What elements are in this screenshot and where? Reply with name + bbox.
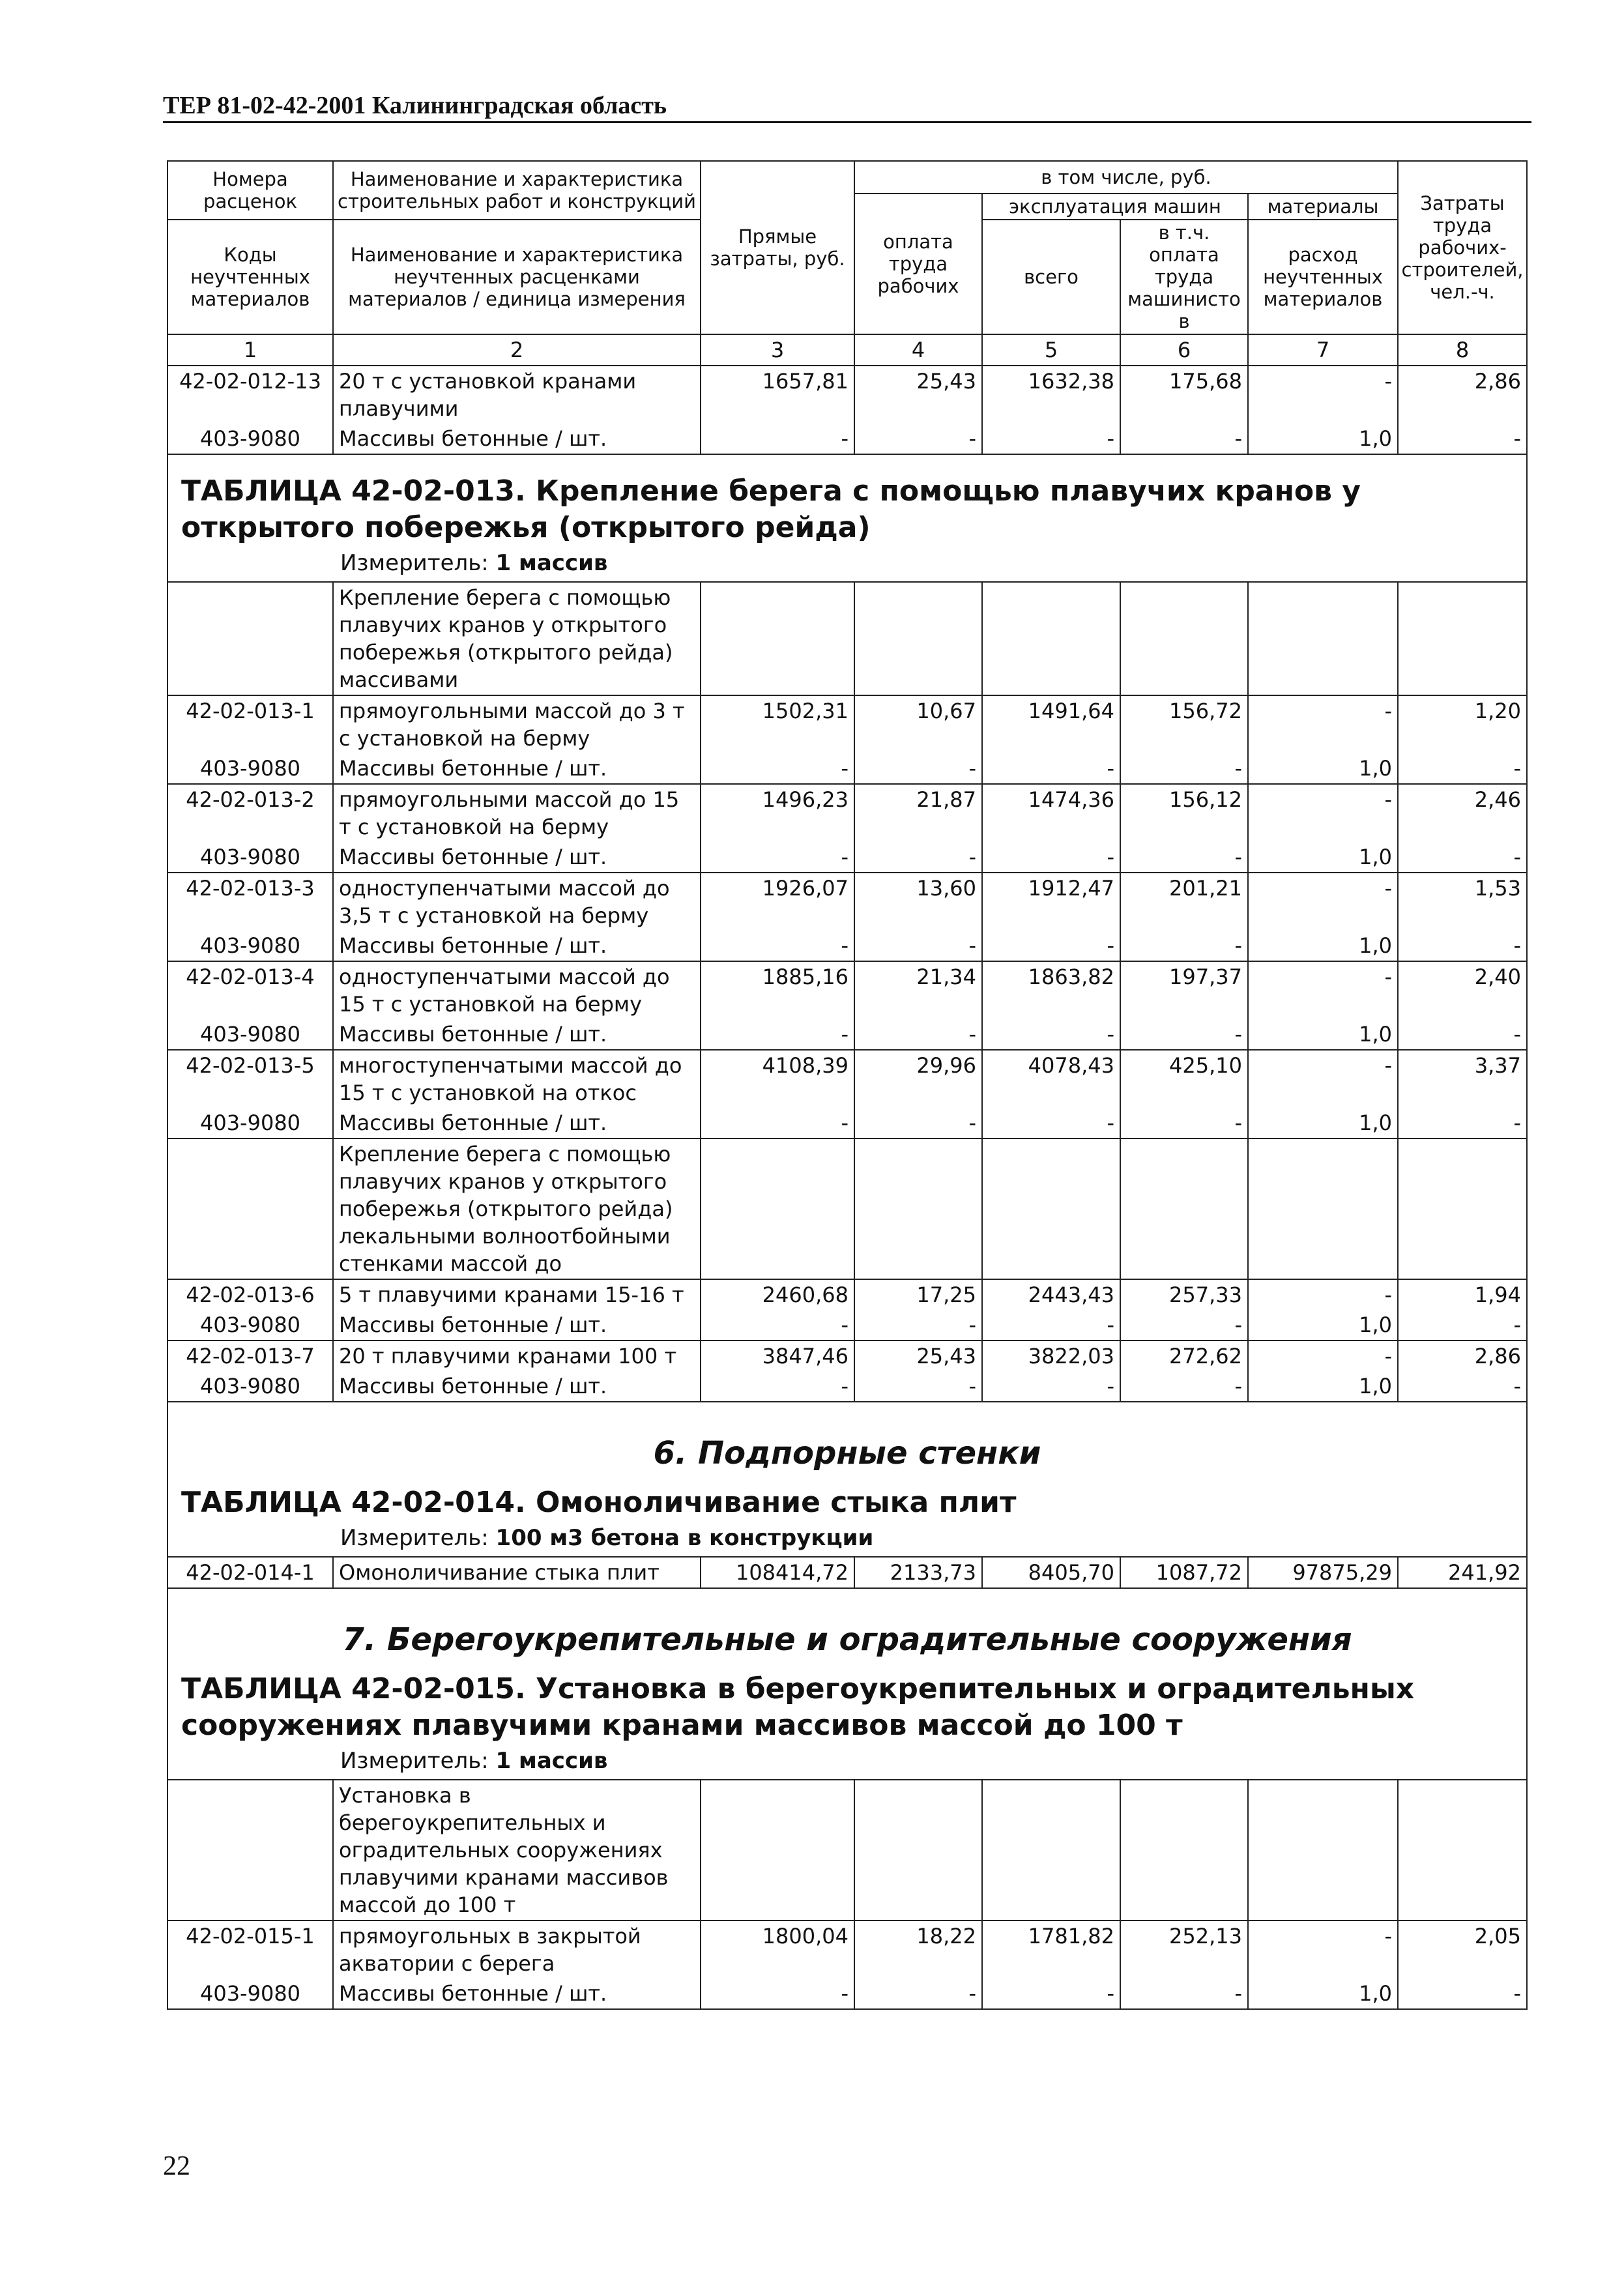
group-row bbox=[167, 1780, 1527, 1920]
materials-cell: 1,0 bbox=[1248, 753, 1398, 784]
workers-pay-cell: 25,43 bbox=[854, 366, 982, 424]
column-number: 2 bbox=[333, 334, 701, 366]
labor-cell: 2,05 bbox=[1398, 1920, 1527, 1978]
operators-pay-cell: 175,68 bbox=[1120, 366, 1248, 424]
table-015-title: ТАБЛИЦА 42-02-015. Установка в берегоукрепительных и оградительных сооружениях плавучими кранами массивов массой до 100 т bbox=[181, 1672, 1415, 1742]
code-cell: 403-9080 bbox=[167, 1978, 333, 2009]
rate-row bbox=[167, 1557, 1527, 1588]
code-cell: 403-9080 bbox=[167, 424, 333, 454]
machines-cell: - bbox=[982, 1371, 1120, 1402]
materials-cell: 1,0 bbox=[1248, 1019, 1398, 1050]
rate-row bbox=[167, 961, 1527, 1019]
labor-cell: - bbox=[1398, 1310, 1527, 1341]
workers-pay-cell: 29,96 bbox=[854, 1050, 982, 1108]
machines-cell: - bbox=[982, 1019, 1120, 1050]
section-7-header-cell bbox=[167, 1588, 1527, 1780]
rates-table bbox=[167, 160, 1528, 2010]
code-cell: 403-9080 bbox=[167, 1310, 333, 1341]
header-row bbox=[167, 161, 1527, 194]
machines-cell: 1781,82 bbox=[982, 1920, 1120, 1978]
labor-cell: - bbox=[1398, 1019, 1527, 1050]
hdr-direct-costs: Прямые затраты, руб. bbox=[701, 161, 854, 334]
operators-pay-cell: 1087,72 bbox=[1120, 1557, 1248, 1588]
material-row bbox=[167, 842, 1527, 873]
hdr-materials-usage: расход неучтенных материалов bbox=[1248, 220, 1398, 334]
materials-cell: - bbox=[1248, 1050, 1398, 1108]
name-cell: 20 т с установкой кранами плавучими bbox=[333, 366, 701, 424]
materials-cell: - bbox=[1248, 961, 1398, 1019]
workers-pay-cell: 13,60 bbox=[854, 873, 982, 931]
materials-cell: - bbox=[1248, 1279, 1398, 1310]
rate-row bbox=[167, 873, 1527, 931]
code-cell: 42-02-015-1 bbox=[167, 1920, 333, 1978]
operators-pay-cell: 252,13 bbox=[1120, 1920, 1248, 1978]
table-013-header bbox=[167, 454, 1527, 582]
page-number: 22 bbox=[163, 2151, 190, 2181]
machines-cell: 1491,64 bbox=[982, 695, 1120, 753]
labor-cell: 1,20 bbox=[1398, 695, 1527, 753]
table-014-title: ТАБЛИЦА 42-02-014. Омоноличивание стыка плит bbox=[181, 1486, 1017, 1519]
direct-cost-cell: 1885,16 bbox=[701, 961, 854, 1019]
name-cell: Массивы бетонные / шт. bbox=[333, 1371, 701, 1402]
materials-cell: 1,0 bbox=[1248, 1978, 1398, 2009]
column-number: 6 bbox=[1120, 334, 1248, 366]
labor-cell: - bbox=[1398, 1978, 1527, 2009]
materials-cell: 1,0 bbox=[1248, 1108, 1398, 1138]
rate-row bbox=[167, 784, 1527, 842]
code-cell: 42-02-013-7 bbox=[167, 1341, 333, 1371]
direct-cost-cell: - bbox=[701, 1019, 854, 1050]
operators-pay-cell: - bbox=[1120, 842, 1248, 873]
name-cell: Массивы бетонные / шт. bbox=[333, 1019, 701, 1050]
machines-cell: 3822,03 bbox=[982, 1341, 1120, 1371]
materials-cell: - bbox=[1248, 1341, 1398, 1371]
hdr-including: в том числе, руб. bbox=[854, 161, 1398, 194]
direct-cost-cell: 108414,72 bbox=[701, 1557, 854, 1588]
hdr-work-name: Наименование и характеристика строительных работ и конструкций bbox=[333, 161, 701, 220]
code-cell: 403-9080 bbox=[167, 1108, 333, 1138]
section-6-header bbox=[167, 1402, 1527, 1557]
rate-row bbox=[167, 1920, 1527, 1978]
material-row bbox=[167, 424, 1527, 454]
direct-cost-cell: 1502,31 bbox=[701, 695, 854, 753]
material-row bbox=[167, 931, 1527, 961]
machines-cell: - bbox=[982, 1978, 1120, 2009]
operators-pay-cell: - bbox=[1120, 1019, 1248, 1050]
rate-row bbox=[167, 1279, 1527, 1310]
code-cell: 42-02-013-4 bbox=[167, 961, 333, 1019]
hdr-material-codes: Коды неучтенных материалов bbox=[167, 220, 333, 334]
column-number: 1 bbox=[167, 334, 333, 366]
workers-pay-cell: - bbox=[854, 753, 982, 784]
machines-cell: - bbox=[982, 753, 1120, 784]
column-number: 7 bbox=[1248, 334, 1398, 366]
operators-pay-cell: 156,12 bbox=[1120, 784, 1248, 842]
materials-cell: - bbox=[1248, 1920, 1398, 1978]
machines-cell: 1912,47 bbox=[982, 873, 1120, 931]
workers-pay-cell: - bbox=[854, 1310, 982, 1341]
name-cell: Массивы бетонные / шт. bbox=[333, 1310, 701, 1341]
hdr-material-names: Наименование и характеристика неучтенных расценками материалов / единица измерения bbox=[333, 220, 701, 334]
workers-pay-cell: 18,22 bbox=[854, 1920, 982, 1978]
header-rule bbox=[163, 121, 1531, 123]
operators-pay-cell: - bbox=[1120, 1978, 1248, 2009]
machines-cell: 4078,43 bbox=[982, 1050, 1120, 1108]
direct-cost-cell: 3847,46 bbox=[701, 1341, 854, 1371]
direct-cost-cell: - bbox=[701, 1371, 854, 1402]
machines-cell: - bbox=[982, 1310, 1120, 1341]
group-row bbox=[167, 582, 1527, 695]
code-cell: 42-02-013-5 bbox=[167, 1050, 333, 1108]
machines-cell: - bbox=[982, 931, 1120, 961]
materials-cell: 97875,29 bbox=[1248, 1557, 1398, 1588]
table-014-unit: Измеритель: 100 м3 бетона в конструкции bbox=[340, 1525, 874, 1551]
workers-pay-cell: 2133,73 bbox=[854, 1557, 982, 1588]
group-row bbox=[167, 1138, 1527, 1279]
machines-cell: 1632,38 bbox=[982, 366, 1120, 424]
direct-cost-cell: 1926,07 bbox=[701, 873, 854, 931]
workers-pay-cell: 21,87 bbox=[854, 784, 982, 842]
material-row bbox=[167, 1371, 1527, 1402]
operators-pay-cell: - bbox=[1120, 424, 1248, 454]
name-cell: одноступенчатыми массой до 3,5 т с установкой на берму bbox=[333, 873, 701, 931]
table-015-unit: Измеритель: 1 массив bbox=[340, 1748, 608, 1774]
workers-pay-cell: - bbox=[854, 1371, 982, 1402]
machines-cell: 1863,82 bbox=[982, 961, 1120, 1019]
material-row bbox=[167, 1019, 1527, 1050]
machines-cell: 1474,36 bbox=[982, 784, 1120, 842]
materials-cell: 1,0 bbox=[1248, 1310, 1398, 1341]
materials-cell: - bbox=[1248, 873, 1398, 931]
machines-cell: - bbox=[982, 1108, 1120, 1138]
machines-cell: 2443,43 bbox=[982, 1279, 1120, 1310]
workers-pay-cell: - bbox=[854, 842, 982, 873]
machines-cell: - bbox=[982, 424, 1120, 454]
operators-pay-cell: 272,62 bbox=[1120, 1341, 1248, 1371]
labor-cell: - bbox=[1398, 424, 1527, 454]
section-7-header bbox=[167, 1588, 1527, 1780]
workers-pay-cell: - bbox=[854, 1019, 982, 1050]
labor-cell: 3,37 bbox=[1398, 1050, 1527, 1108]
rate-row bbox=[167, 695, 1527, 753]
table-013-title: ТАБЛИЦА 42-02-013. Крепление берега с помощью плавучих кранов у открытого побережья (открытого рейда) bbox=[181, 474, 1361, 544]
workers-pay-cell: - bbox=[854, 424, 982, 454]
code-cell: 42-02-013-1 bbox=[167, 695, 333, 753]
group-description: Крепление берега с помощью плавучих кранов у открытого побережья (открытого рейда) лекальными волноотбойными стенками массой до bbox=[333, 1138, 701, 1279]
direct-cost-cell: - bbox=[701, 1310, 854, 1341]
labor-cell: 2,86 bbox=[1398, 1341, 1527, 1371]
operators-pay-cell: - bbox=[1120, 1371, 1248, 1402]
table-013-header-cell bbox=[167, 454, 1527, 582]
workers-pay-cell: 21,34 bbox=[854, 961, 982, 1019]
name-cell: 5 т плавучими кранами 15-16 т bbox=[333, 1279, 701, 1310]
code-cell: 403-9080 bbox=[167, 842, 333, 873]
material-row bbox=[167, 1108, 1527, 1138]
material-row bbox=[167, 1978, 1527, 2009]
name-cell: 20 т плавучими кранами 100 т bbox=[333, 1341, 701, 1371]
name-cell: одноступенчатыми массой до 15 т с установкой на берму bbox=[333, 961, 701, 1019]
direct-cost-cell: - bbox=[701, 931, 854, 961]
section-6-title: 6. Подпорные стенки bbox=[653, 1435, 1041, 1471]
page-header: ТЕР 81-02-42-2001 Калининградская область bbox=[163, 92, 667, 119]
operators-pay-cell: 156,72 bbox=[1120, 695, 1248, 753]
labor-cell: - bbox=[1398, 842, 1527, 873]
group-description: Установка в берегоукрепительных и оградительных сооружениях плавучими кранами массивов массой до 100 т bbox=[333, 1780, 701, 1920]
code-cell: 403-9080 bbox=[167, 1019, 333, 1050]
name-cell: Массивы бетонные / шт. bbox=[333, 753, 701, 784]
name-cell: Массивы бетонные / шт. bbox=[333, 424, 701, 454]
materials-cell: 1,0 bbox=[1248, 424, 1398, 454]
operators-pay-cell: 257,33 bbox=[1120, 1279, 1248, 1310]
direct-cost-cell: 2460,68 bbox=[701, 1279, 854, 1310]
name-cell: Массивы бетонные / шт. bbox=[333, 1978, 701, 2009]
materials-cell: 1,0 bbox=[1248, 842, 1398, 873]
code-cell: 42-02-012-13 bbox=[167, 366, 333, 424]
direct-cost-cell: - bbox=[701, 424, 854, 454]
name-cell: прямоугольными массой до 3 т с установкой на берму bbox=[333, 695, 701, 753]
materials-cell: - bbox=[1248, 695, 1398, 753]
machines-cell: - bbox=[982, 842, 1120, 873]
column-number: 5 bbox=[982, 334, 1120, 366]
labor-cell: 1,53 bbox=[1398, 873, 1527, 931]
workers-pay-cell: - bbox=[854, 931, 982, 961]
name-cell: многоступенчатыми массой до 15 т с установкой на откос bbox=[333, 1050, 701, 1108]
section-7-title: 7. Берегоукрепительные и оградительные сооружения bbox=[342, 1621, 1352, 1658]
workers-pay-cell: - bbox=[854, 1108, 982, 1138]
labor-cell: 2,86 bbox=[1398, 366, 1527, 424]
direct-cost-cell: - bbox=[701, 842, 854, 873]
table-013-unit: Измеритель: 1 массив bbox=[340, 550, 608, 576]
labor-cell: - bbox=[1398, 1371, 1527, 1402]
labor-cell: 1,94 bbox=[1398, 1279, 1527, 1310]
name-cell: Омоноличивание стыка плит bbox=[333, 1557, 701, 1588]
direct-cost-cell: - bbox=[701, 1978, 854, 2009]
labor-cell: 241,92 bbox=[1398, 1557, 1527, 1588]
material-row bbox=[167, 1310, 1527, 1341]
labor-cell: - bbox=[1398, 753, 1527, 784]
hdr-materials: материалы bbox=[1248, 194, 1398, 220]
labor-cell: - bbox=[1398, 1108, 1527, 1138]
hdr-labor-costs: Затраты труда рабочих-строителей, чел.-ч. bbox=[1398, 161, 1527, 334]
direct-cost-cell: 1657,81 bbox=[701, 366, 854, 424]
labor-cell: - bbox=[1398, 931, 1527, 961]
code-cell: 403-9080 bbox=[167, 931, 333, 961]
name-cell: прямоугольных в закрытой акватории с берега bbox=[333, 1920, 701, 1978]
direct-cost-cell: - bbox=[701, 1108, 854, 1138]
code-cell: 42-02-013-2 bbox=[167, 784, 333, 842]
code-cell: 42-02-014-1 bbox=[167, 1557, 333, 1588]
name-cell: Массивы бетонные / шт. bbox=[333, 931, 701, 961]
direct-cost-cell: 1496,23 bbox=[701, 784, 854, 842]
operators-pay-cell: 425,10 bbox=[1120, 1050, 1248, 1108]
name-cell: Массивы бетонные / шт. bbox=[333, 842, 701, 873]
workers-pay-cell: 10,67 bbox=[854, 695, 982, 753]
direct-cost-cell: - bbox=[701, 753, 854, 784]
group-description: Крепление берега с помощью плавучих кранов у открытого побережья (открытого рейда) массивами bbox=[333, 582, 701, 695]
workers-pay-cell: - bbox=[854, 1978, 982, 2009]
operators-pay-cell: 201,21 bbox=[1120, 873, 1248, 931]
column-number: 8 bbox=[1398, 334, 1527, 366]
section-6-header-cell bbox=[167, 1402, 1527, 1557]
name-cell: прямоугольными массой до 15 т с установкой на берму bbox=[333, 784, 701, 842]
direct-cost-cell: 4108,39 bbox=[701, 1050, 854, 1108]
hdr-workers-pay: оплата труда рабочих bbox=[854, 194, 982, 334]
rate-row bbox=[167, 1050, 1527, 1108]
name-cell: Массивы бетонные / шт. bbox=[333, 1108, 701, 1138]
workers-pay-cell: 17,25 bbox=[854, 1279, 982, 1310]
hdr-operators-pay: в т.ч. оплата труда машинистов bbox=[1120, 220, 1248, 334]
operators-pay-cell: - bbox=[1120, 931, 1248, 961]
machines-cell: 8405,70 bbox=[982, 1557, 1120, 1588]
code-cell: 403-9080 bbox=[167, 1371, 333, 1402]
code-cell: 42-02-013-6 bbox=[167, 1279, 333, 1310]
hdr-machines-total: всего bbox=[982, 220, 1120, 334]
labor-cell: 2,46 bbox=[1398, 784, 1527, 842]
operators-pay-cell: - bbox=[1120, 1310, 1248, 1341]
column-number: 3 bbox=[701, 334, 854, 366]
code-cell: 42-02-013-3 bbox=[167, 873, 333, 931]
code-cell: 403-9080 bbox=[167, 753, 333, 784]
direct-cost-cell: 1800,04 bbox=[701, 1920, 854, 1978]
rate-row bbox=[167, 366, 1527, 424]
material-row bbox=[167, 753, 1527, 784]
operators-pay-cell: 197,37 bbox=[1120, 961, 1248, 1019]
materials-cell: - bbox=[1248, 784, 1398, 842]
rate-row bbox=[167, 1341, 1527, 1371]
labor-cell: 2,40 bbox=[1398, 961, 1527, 1019]
operators-pay-cell: - bbox=[1120, 753, 1248, 784]
hdr-rate-numbers: Номера расценок bbox=[167, 161, 333, 220]
materials-cell: 1,0 bbox=[1248, 931, 1398, 961]
operators-pay-cell: - bbox=[1120, 1108, 1248, 1138]
materials-cell: - bbox=[1248, 366, 1398, 424]
workers-pay-cell: 25,43 bbox=[854, 1341, 982, 1371]
column-number-row bbox=[167, 334, 1527, 366]
column-number: 4 bbox=[854, 334, 982, 366]
materials-cell: 1,0 bbox=[1248, 1371, 1398, 1402]
hdr-machines: эксплуатация машин bbox=[982, 194, 1248, 220]
